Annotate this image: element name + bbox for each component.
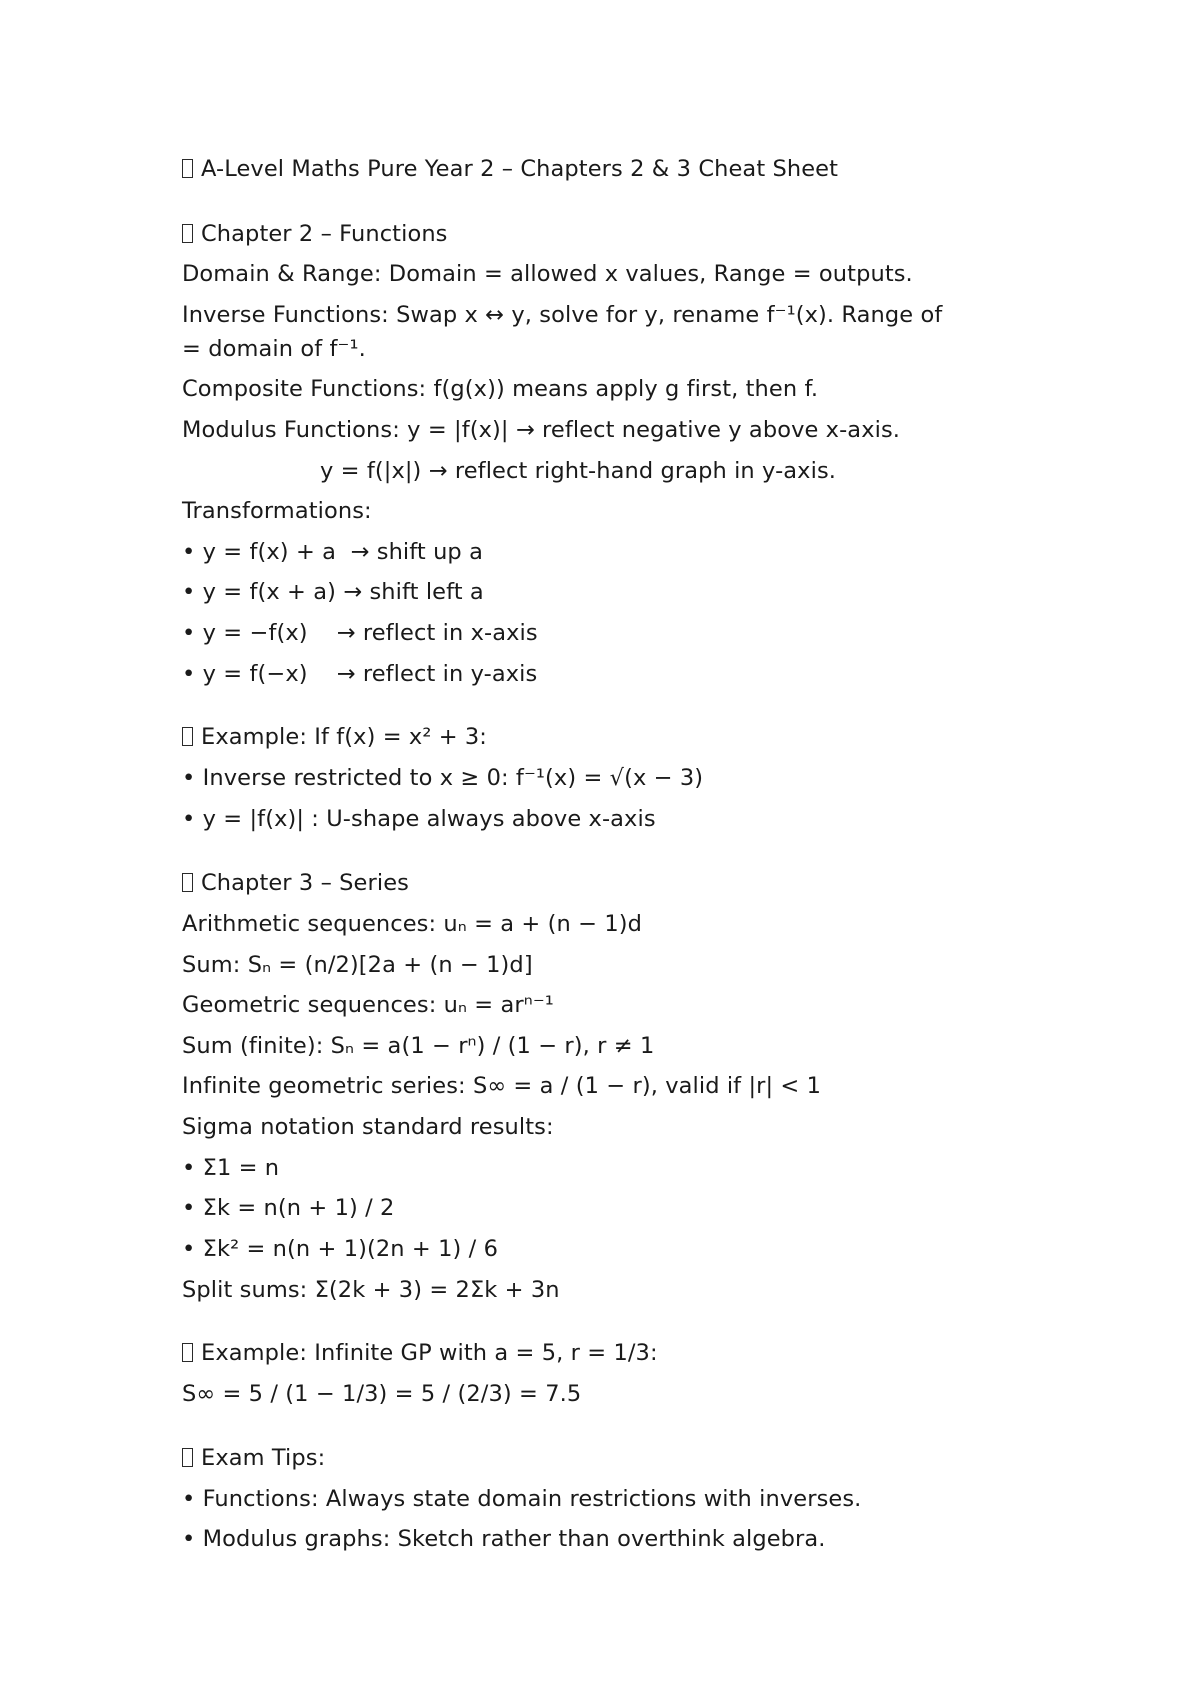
chapter2-heading-text: Chapter 2 – Functions <box>201 221 448 247</box>
transformation-item: • y = f(x) + a → shift up a <box>182 539 483 565</box>
missing-glyph-icon <box>182 159 193 178</box>
geometric-line: Geometric sequences: uₙ = arⁿ⁻¹ <box>182 992 554 1018</box>
example-point: • Inverse restricted to x ≥ 0: f⁻¹(x) = √(x − 3) <box>182 765 704 791</box>
sigma-result: • Σk² = n(n + 1)(2n + 1) / 6 <box>182 1236 498 1262</box>
exam-tips-heading <box>182 1441 325 1475</box>
example-result-line: S∞ = 5 / (1 − 1/3) = 5 / (2/3) = 7.5 <box>182 1381 582 1407</box>
infinite-series-line: Infinite geometric series: S∞ = a / (1 − r), valid if |r| < 1 <box>182 1073 822 1099</box>
chapter3-heading-text: Chapter 3 – Series <box>201 870 409 896</box>
sigma-result: • Σ1 = n <box>182 1155 280 1181</box>
title-text: A-Level Maths Pure Year 2 – Chapters 2 & 3 Cheat Sheet <box>201 156 839 182</box>
example-point: • y = |f(x)| : U-shape always above x-axis <box>182 806 656 832</box>
split-sums-line: Split sums: Σ(2k + 3) = 2Σk + 3n <box>182 1277 560 1303</box>
missing-glyph-icon <box>182 727 193 746</box>
chapter2-heading <box>182 217 448 251</box>
sigma-result: • Σk = n(n + 1) / 2 <box>182 1195 395 1221</box>
transformation-item: • y = f(x + a) → shift left a <box>182 579 484 605</box>
chapter3-example-heading <box>182 1336 658 1370</box>
missing-glyph-icon <box>182 224 193 243</box>
inverse-line-1: Inverse Functions: Swap x ↔ y, solve for y, rename f⁻¹(x). Range of <box>182 302 943 328</box>
chapter2-example-heading <box>182 720 487 754</box>
geometric-sum-line: Sum (finite): Sₙ = a(1 − rⁿ) / (1 − r), r ≠ 1 <box>182 1033 655 1059</box>
chapter3-heading <box>182 866 409 900</box>
chapter3-example-heading-text: Example: Infinite GP with a = 5, r = 1/3: <box>201 1340 658 1366</box>
inverse-line-2: = domain of f⁻¹. <box>182 336 366 362</box>
exam-tip-item: • Modulus graphs: Sketch rather than overthink algebra. <box>182 1526 826 1552</box>
transformations-label: Transformations: <box>182 498 372 524</box>
arithmetic-sum-line: Sum: Sₙ = (n/2)[2a + (n − 1)d] <box>182 952 533 978</box>
document-title <box>182 152 838 186</box>
missing-glyph-icon <box>182 1343 193 1362</box>
missing-glyph-icon <box>182 1448 193 1467</box>
missing-glyph-icon <box>182 873 193 892</box>
exam-tip-item: • Functions: Always state domain restrictions with inverses. <box>182 1486 862 1512</box>
transformation-item: • y = −f(x) → reflect in x-axis <box>182 620 538 646</box>
chapter2-example-heading-text: Example: If f(x) = x² + 3: <box>201 724 487 750</box>
modulus-line-2: y = f(|x|) → reflect right-hand graph in y-axis. <box>320 458 837 484</box>
exam-tips-heading-text: Exam Tips: <box>201 1445 326 1471</box>
transformation-item: • y = f(−x) → reflect in y-axis <box>182 661 538 687</box>
arithmetic-line: Arithmetic sequences: uₙ = a + (n − 1)d <box>182 911 643 937</box>
sigma-label: Sigma notation standard results: <box>182 1114 554 1140</box>
modulus-line-1: Modulus Functions: y = |f(x)| → reflect negative y above x-axis. <box>182 417 901 443</box>
composite-line: Composite Functions: f(g(x)) means apply g first, then f. <box>182 376 819 402</box>
domain-range-line: Domain & Range: Domain = allowed x values, Range = outputs. <box>182 261 913 287</box>
